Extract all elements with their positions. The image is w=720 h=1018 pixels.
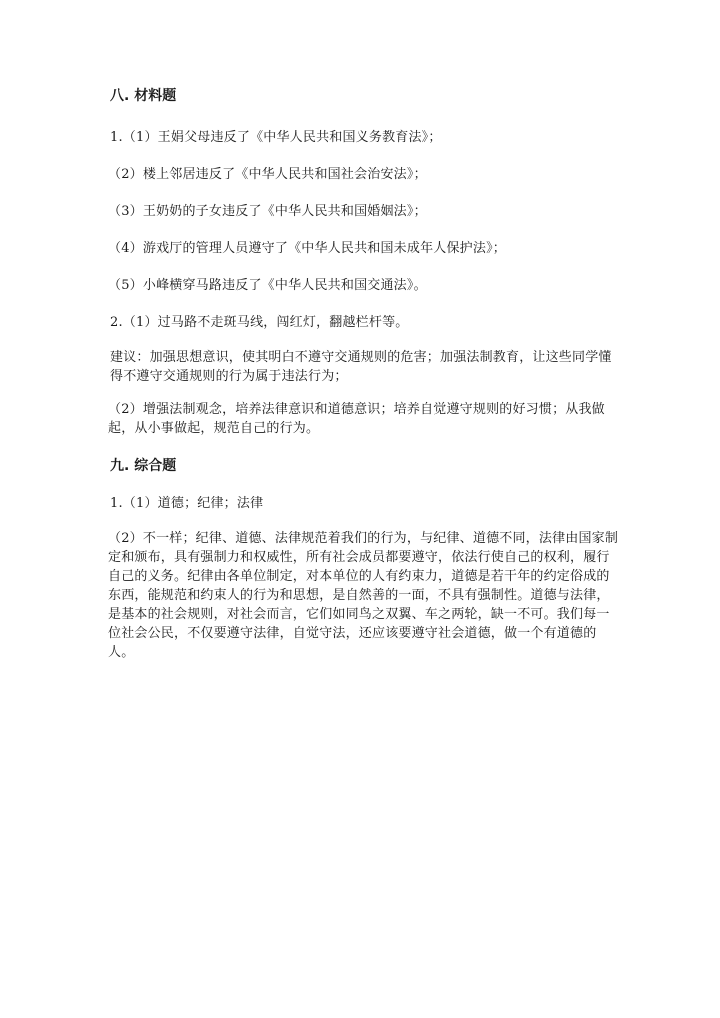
section-8-q1-part5: （5）小峰横穿马路违反了《中华人民共和国交通法》。	[108, 278, 427, 293]
section-8-q1-part2: （2）楼上邻居违反了《中华人民共和国社会治安法》；	[108, 167, 427, 182]
section-8-title: 八. 材料题	[110, 88, 177, 104]
section-8-q1-part3: （3）王奶奶的子女违反了《中华人民共和国婚姻法》；	[108, 204, 427, 219]
section-9-title: 九. 综合题	[110, 458, 177, 474]
section-8-q1-part1: 1.（1）王娟父母违反了《中华人民共和国义务教育法》；	[110, 130, 442, 145]
section-8-q2-suggestion: 建议：加强思想意识，使其明白不遵守交通规则的危害；加强法制教育，让这些同学懂得不遵守交通规则的行为属于违法行为；	[110, 350, 612, 384]
section-9-q1-part1: 1.（1）道德；纪律；法律	[110, 496, 264, 511]
section-8-q1-part4: （4）游戏厅的管理人员遵守了《中华人民共和国未成年人保护法》；	[108, 241, 506, 256]
section-8-q2-part1: 2.（1）过马路不走斑马线，闯红灯，翻越栏杆等。	[110, 315, 409, 330]
section-9-q1-part2: （2）不一样；纪律、道德、法律规范着我们的行为，与纪律、道德不同，法律由国家制定和颁布，具有强制力和权威性，所有社会成员都要遵守，依法行使自己的权利，履行自己的义务。纪律由各单位制定，对本单位的人有约束力，道德是若干年的约定俗成的东西，能规范和约束人的行为和思想，是自然善的一面，不具有强制性。道德与法律，是基本的社会规则，对社会而言，它们如同鸟之双翼、车之两轮，缺一不可。我们每一位社会公民，不仅要遵守法律，自觉守法，还应该要遵守社会道德，做一个有道德的人。	[108, 531, 619, 660]
section-8-q2-part2: （2）增强法制观念，培养法律意识和道德意识；培养自觉遵守规则的好习惯；从我做起，从小事做起，规范自己的行为。	[108, 402, 605, 436]
